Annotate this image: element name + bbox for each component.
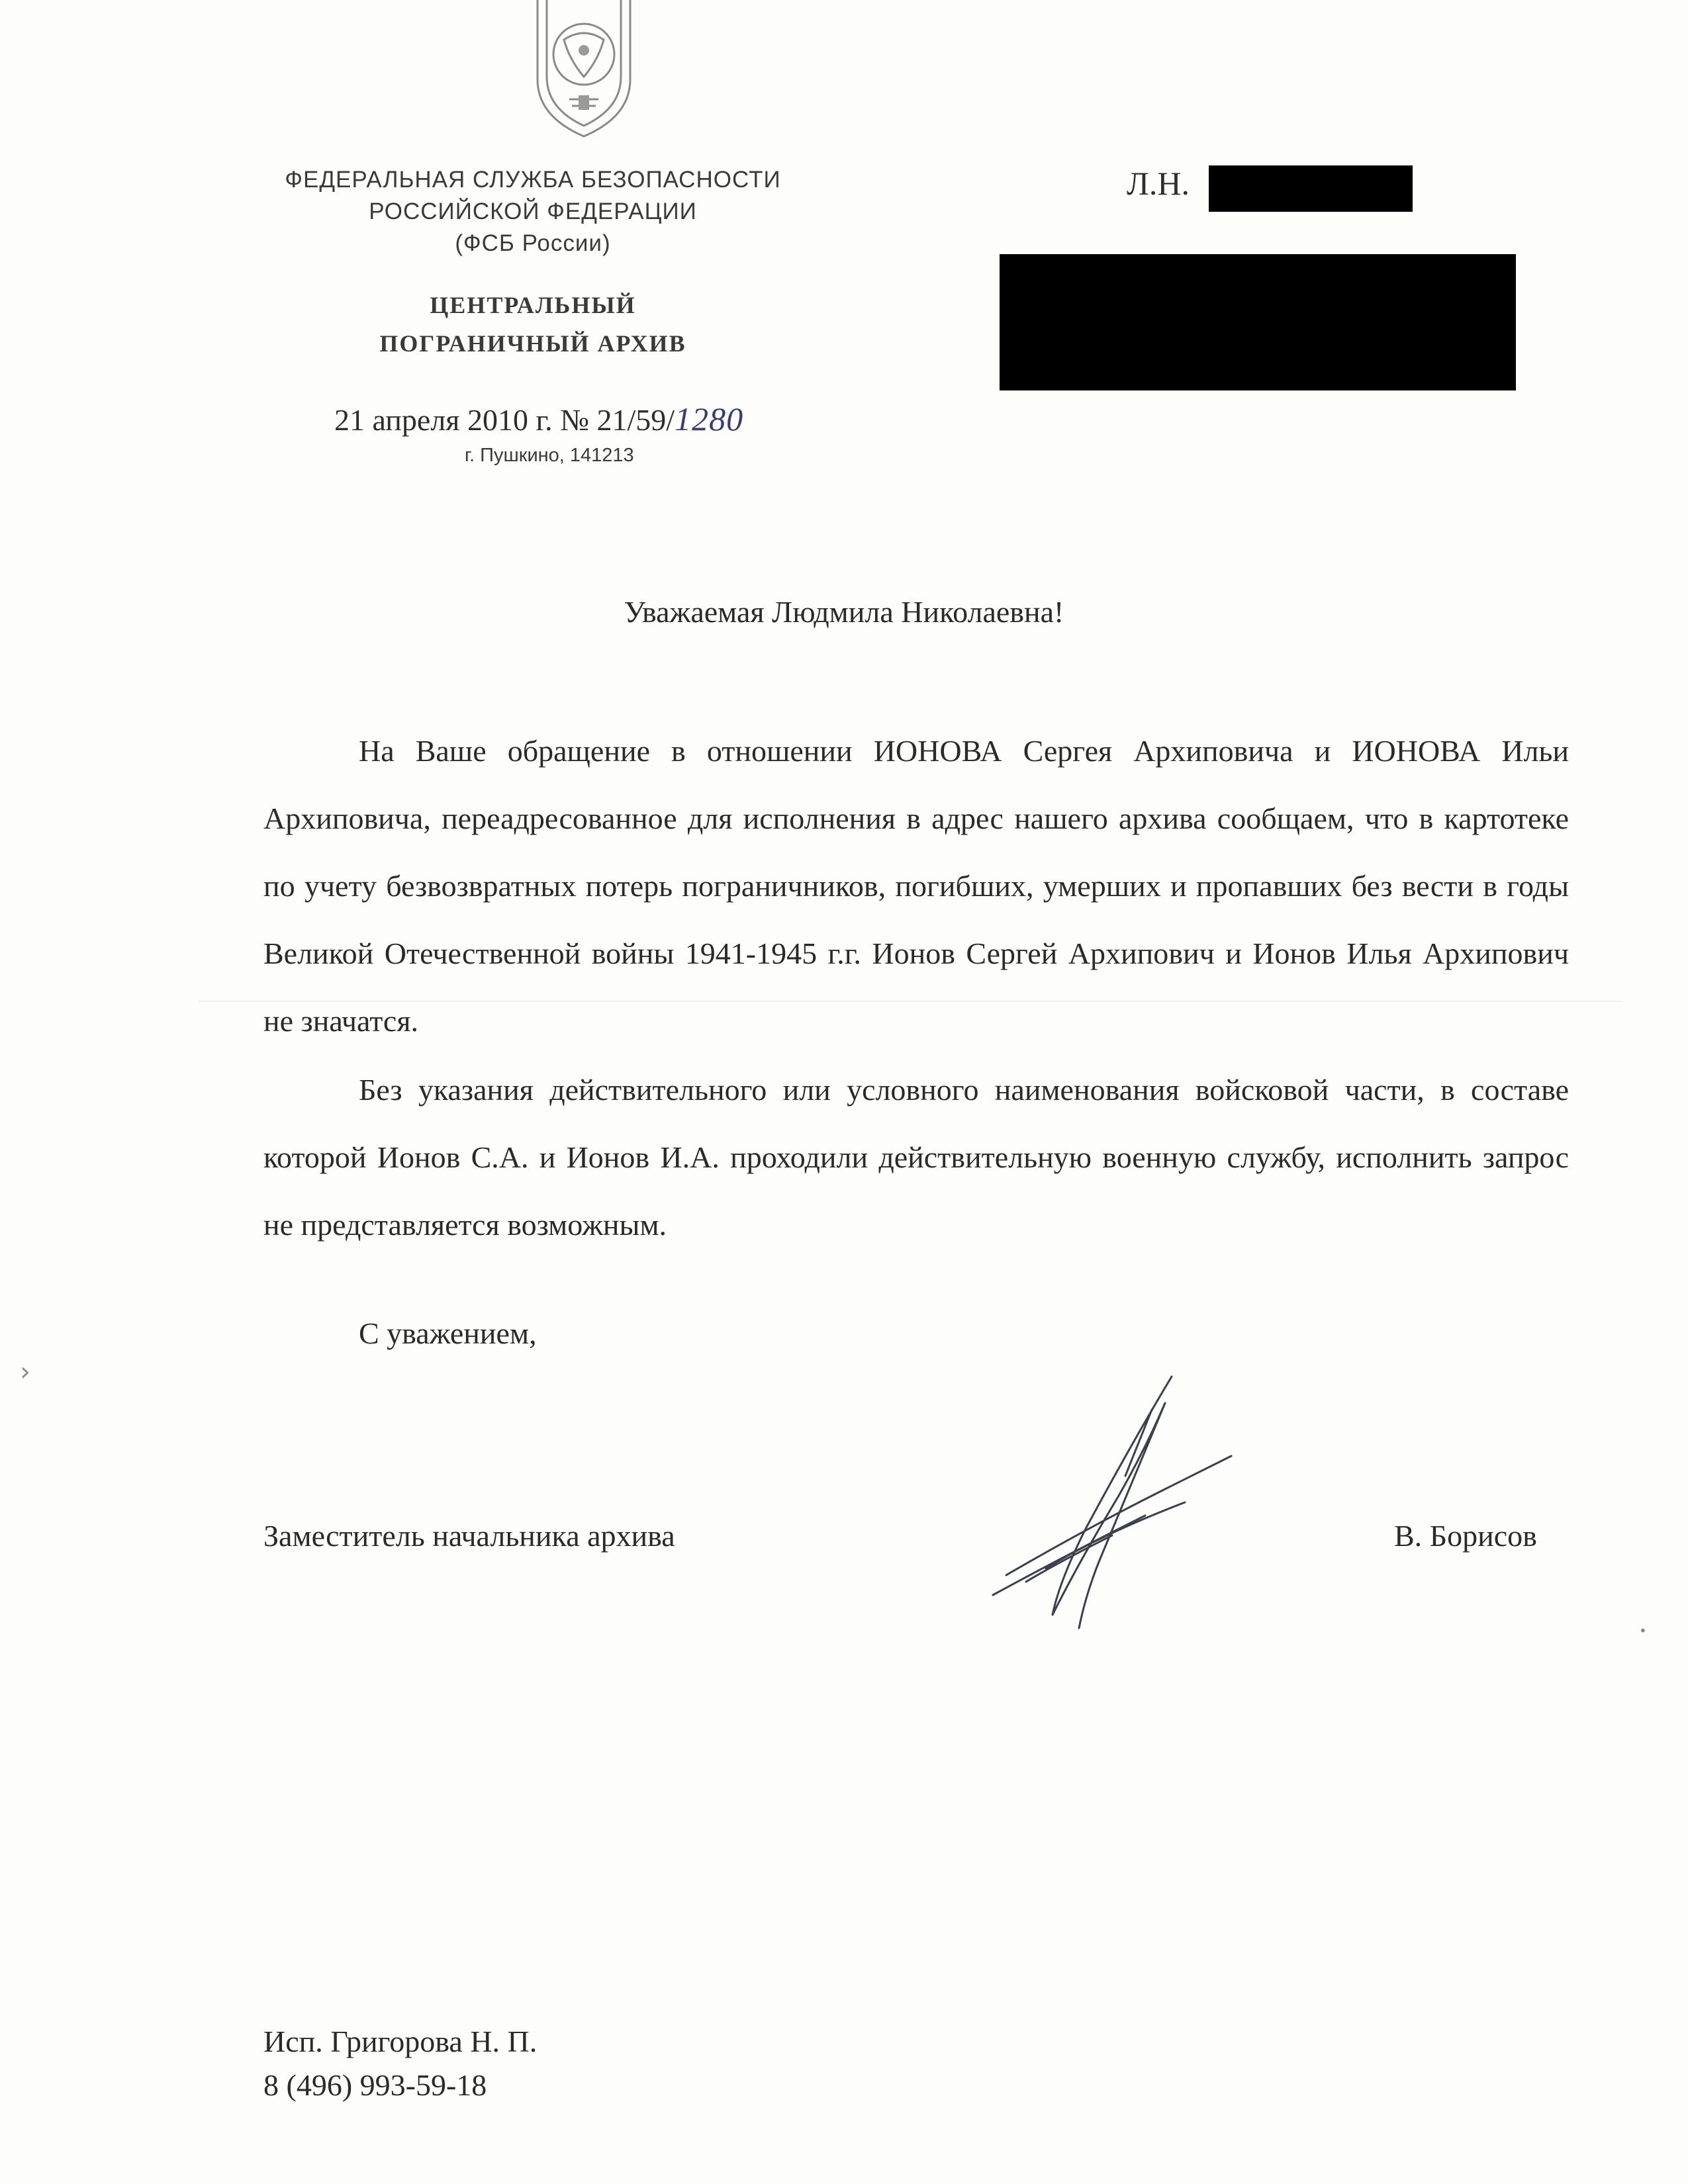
- letterhead-abbrev-line: (ФСБ России): [455, 230, 611, 256]
- letterhead-country-line: РОССИЙСКОЙ ФЕДЕРАЦИИ: [369, 199, 697, 224]
- body-paragraph-2: Без указания действительного или условного наименования войсковой части, в составе которой Ионов С.А. и Ионов И.А. проходили действительную военную службу, исполнить запрос не представляется возможным.: [263, 1073, 1569, 1242]
- letter-date: 21 апреля 2010 г. № 21/59/: [334, 403, 675, 437]
- letterhead-department-line2: ПОГРАНИЧНЫЙ АРХИВ: [379, 330, 686, 357]
- signer-title: Заместитель начальника архива: [263, 1519, 675, 1553]
- redaction-box-address: [1000, 254, 1516, 390]
- fsb-emblem-icon: [530, 0, 638, 140]
- closing-phrase: С уважением,: [359, 1316, 537, 1350]
- executor-name: Исп. Григорова Н. П.: [263, 2025, 538, 2058]
- scan-edge-mark: ›: [20, 1357, 30, 1387]
- redaction-box-surname: [1209, 165, 1413, 212]
- letter-date-number: [334, 400, 743, 438]
- letter-city: г. Пушкино, 141213: [465, 445, 634, 466]
- handwritten-signature: [966, 1363, 1258, 1655]
- executor-phone: 8 (496) 993-59-18: [263, 2068, 487, 2102]
- signer-name: В. Борисов: [1394, 1519, 1537, 1553]
- scan-dust-mark: •: [1639, 1623, 1647, 1639]
- salutation: Уважаемая Людмила Николаевна!: [624, 595, 1064, 629]
- letterhead-department-line1: ЦЕНТРАЛЬНЫЙ: [430, 292, 636, 318]
- recipient-initials: Л.Н.: [1127, 165, 1190, 202]
- letterhead: [252, 164, 814, 360]
- handwritten-reg-number: 1280: [675, 400, 744, 437]
- body-paragraph-1: На Ваше обращение в отношении ИОНОВА Сергея Архиповича и ИОНОВА Ильи Архиповича, переадресованное для исполнения в адрес нашего архива сообщаем, что в картотеке по учету безвозвратных потерь пограничников, погибших, умерших и пропавших без вести в годы Великой Отечественной войны 1941-1945 г.г. Ионов Сергей Архипович и Ионов Илья Архипович не значатся.: [263, 734, 1569, 1038]
- letterhead-agency-line: ФЕДЕРАЛЬНАЯ СЛУЖБА БЕЗОПАСНОСТИ: [285, 167, 781, 193]
